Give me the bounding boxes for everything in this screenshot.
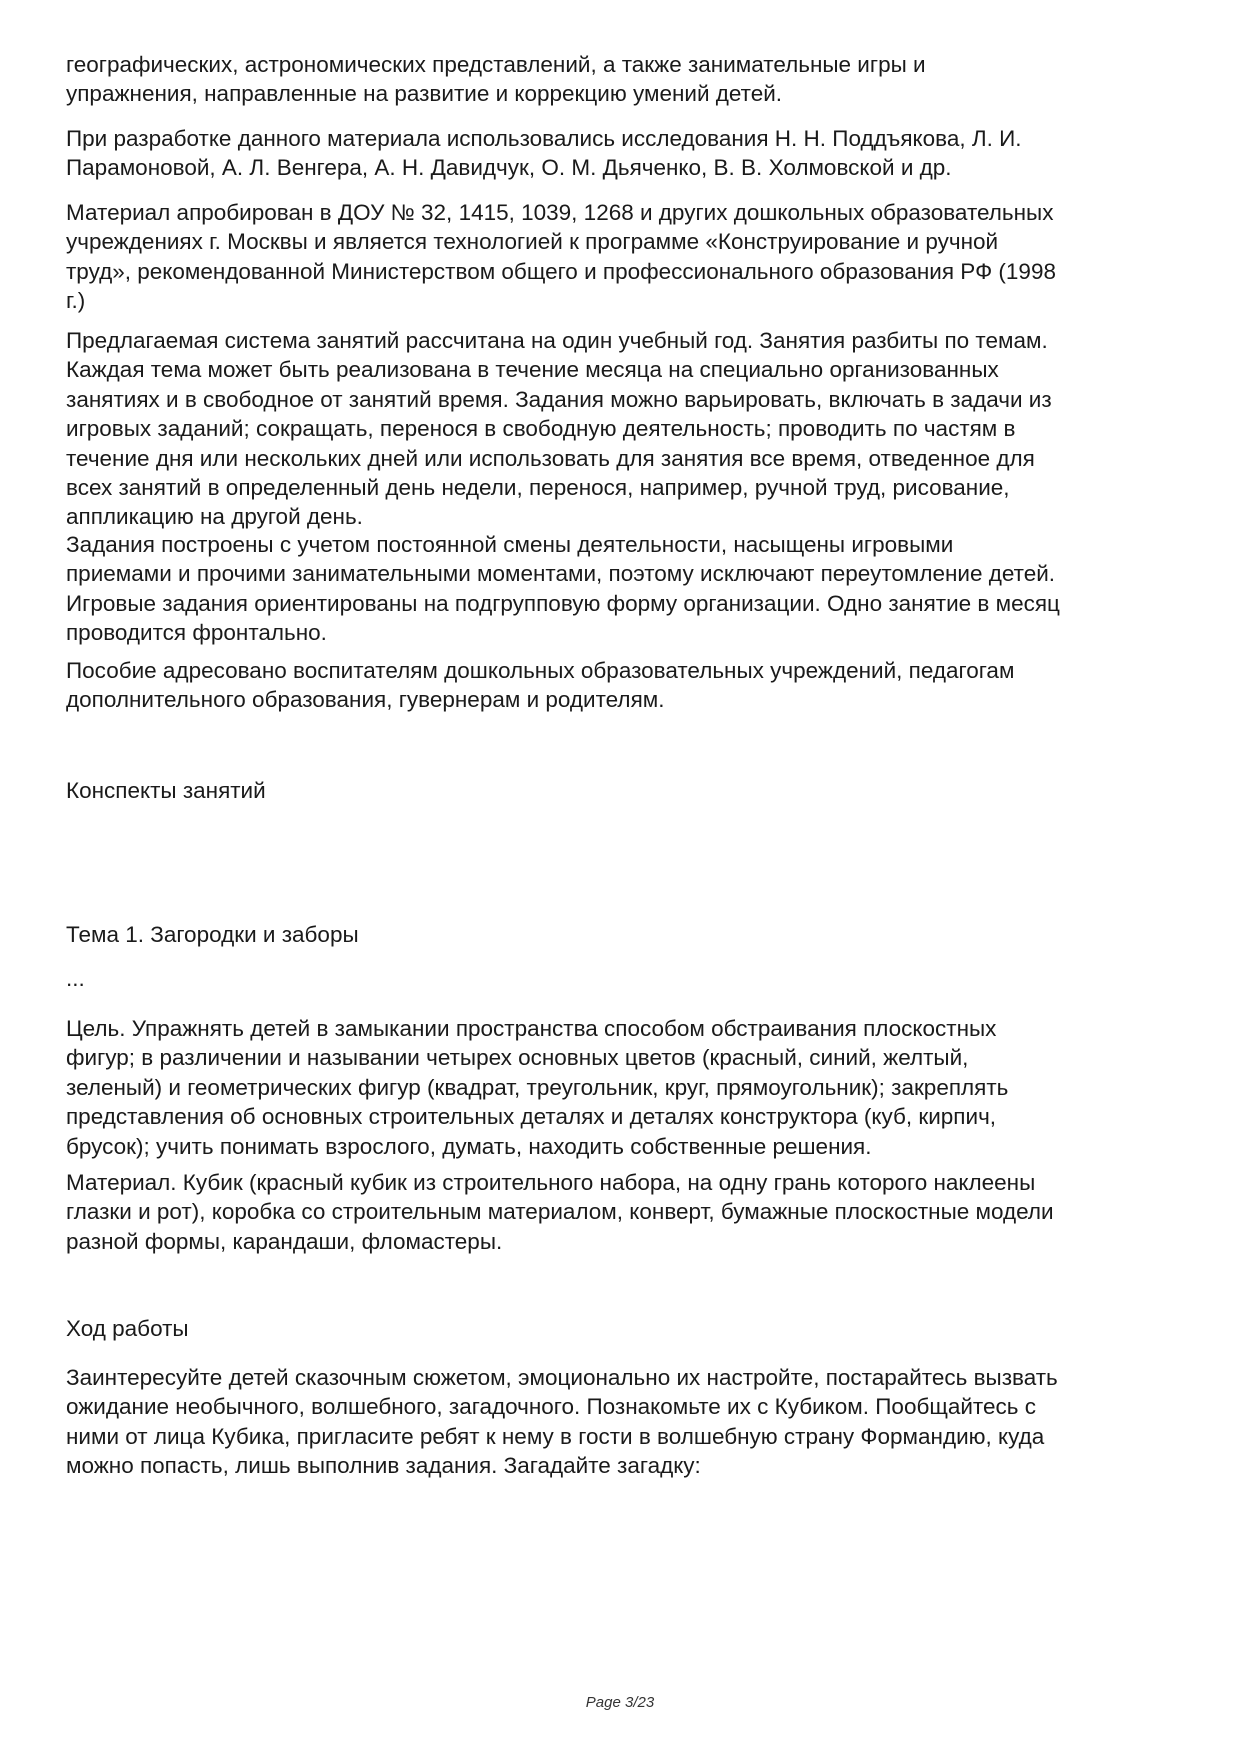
paragraph-lesson-system: Предлагаемая система занятий рассчитана на один учебный год. Занятия разбиты по темам. Каждая тема может быть реализована в течение месяца на специально организованных занятиях и в свободное от занятий время. Задания можно варьировать, включать в задачи из игровых заданий; сокращать, перенося в свободную деятельность; проводить по частям в течение дня или нескольких дней или использовать для занятия все время, отведенное для всех занятий в определенный день недели, перенося, например, ручной труд, рисование, аппликацию на другой день. <box>66 328 1052 530</box>
paragraph-audience: Пособие адресовано воспитателям дошкольных образовательных учреждений, педагогам дополнительного образования, гувернерам и родителям. <box>66 658 1015 713</box>
ellipsis: ... <box>66 966 85 991</box>
section-heading-procedure: Ход работы <box>66 1316 189 1341</box>
page-number: Page 3/23 <box>585 1694 655 1711</box>
paragraph-research-sources: При разработке данного материала использовались исследования Н. Н. Поддъякова, Л. И. Парамоновой, А. Л. Венгера, А. Н. Давидчук, О. М. Дьяченко, В. В. Холмовской и др. <box>66 126 1022 181</box>
paragraph-procedure: Заинтересуйте детей сказочным сюжетом, эмоционально их настройте, постарайтесь вызвать ожидание необычного, волшебного, загадочного. Познакомьте их с Кубиком. Пообщайтесь с ними от лица Кубика, пригласите ребят к нему в гости в волшебную страну Формандию, куда можно попасть, лишь выполнив задания. Загадайте загадку: <box>66 1365 1058 1479</box>
paragraph-approbation: Материал апробирован в ДОУ № 32, 1415, 1039, 1268 и других дошкольных образовательных учреждениях г. Москвы и является технологией к программе «Конструирование и ручной труд», рекомендованной Министерством общего и профессионального образования РФ (1998 г.) <box>66 200 1056 314</box>
paragraph-task-design: Задания построены с учетом постоянной смены деятельности, насыщены игровыми приемами и прочими занимательными моментами, поэтому исключают переутомление детей. Игровые задания ориентированы на подгрупповую форму организации. Одно занятие в месяц проводится фронтально. <box>66 532 1060 646</box>
paragraph-goal: Цель. Упражнять детей в замыкании пространства способом обстраивания плоскостных фигур; в различении и назывании четырех основных цветов (красный, синий, желтый, зеленый) и геометрических фигур (квадрат, треугольник, круг, прямоугольник); закреплять представления об основных строительных деталях и деталях конструктора (куб, кирпич, брусок); учить понимать взрослого, думать, находить собственные решения. <box>66 1016 1009 1159</box>
topic-heading: Тема 1. Загородки и заборы <box>66 922 359 947</box>
section-heading-lesson-notes: Конспекты занятий <box>66 778 266 803</box>
paragraph-intro-continued: географических, астрономических представлений, а также занимательные игры и упражнения, направленные на развитие и коррекцию умений детей. <box>66 52 926 107</box>
paragraph-material: Материал. Кубик (красный кубик из строительного набора, на одну грань которого наклеены глазки и рот), коробка со строительным материалом, конверт, бумажные плоскостные модели разной формы, карандаши, фломастеры. <box>66 1170 1054 1254</box>
